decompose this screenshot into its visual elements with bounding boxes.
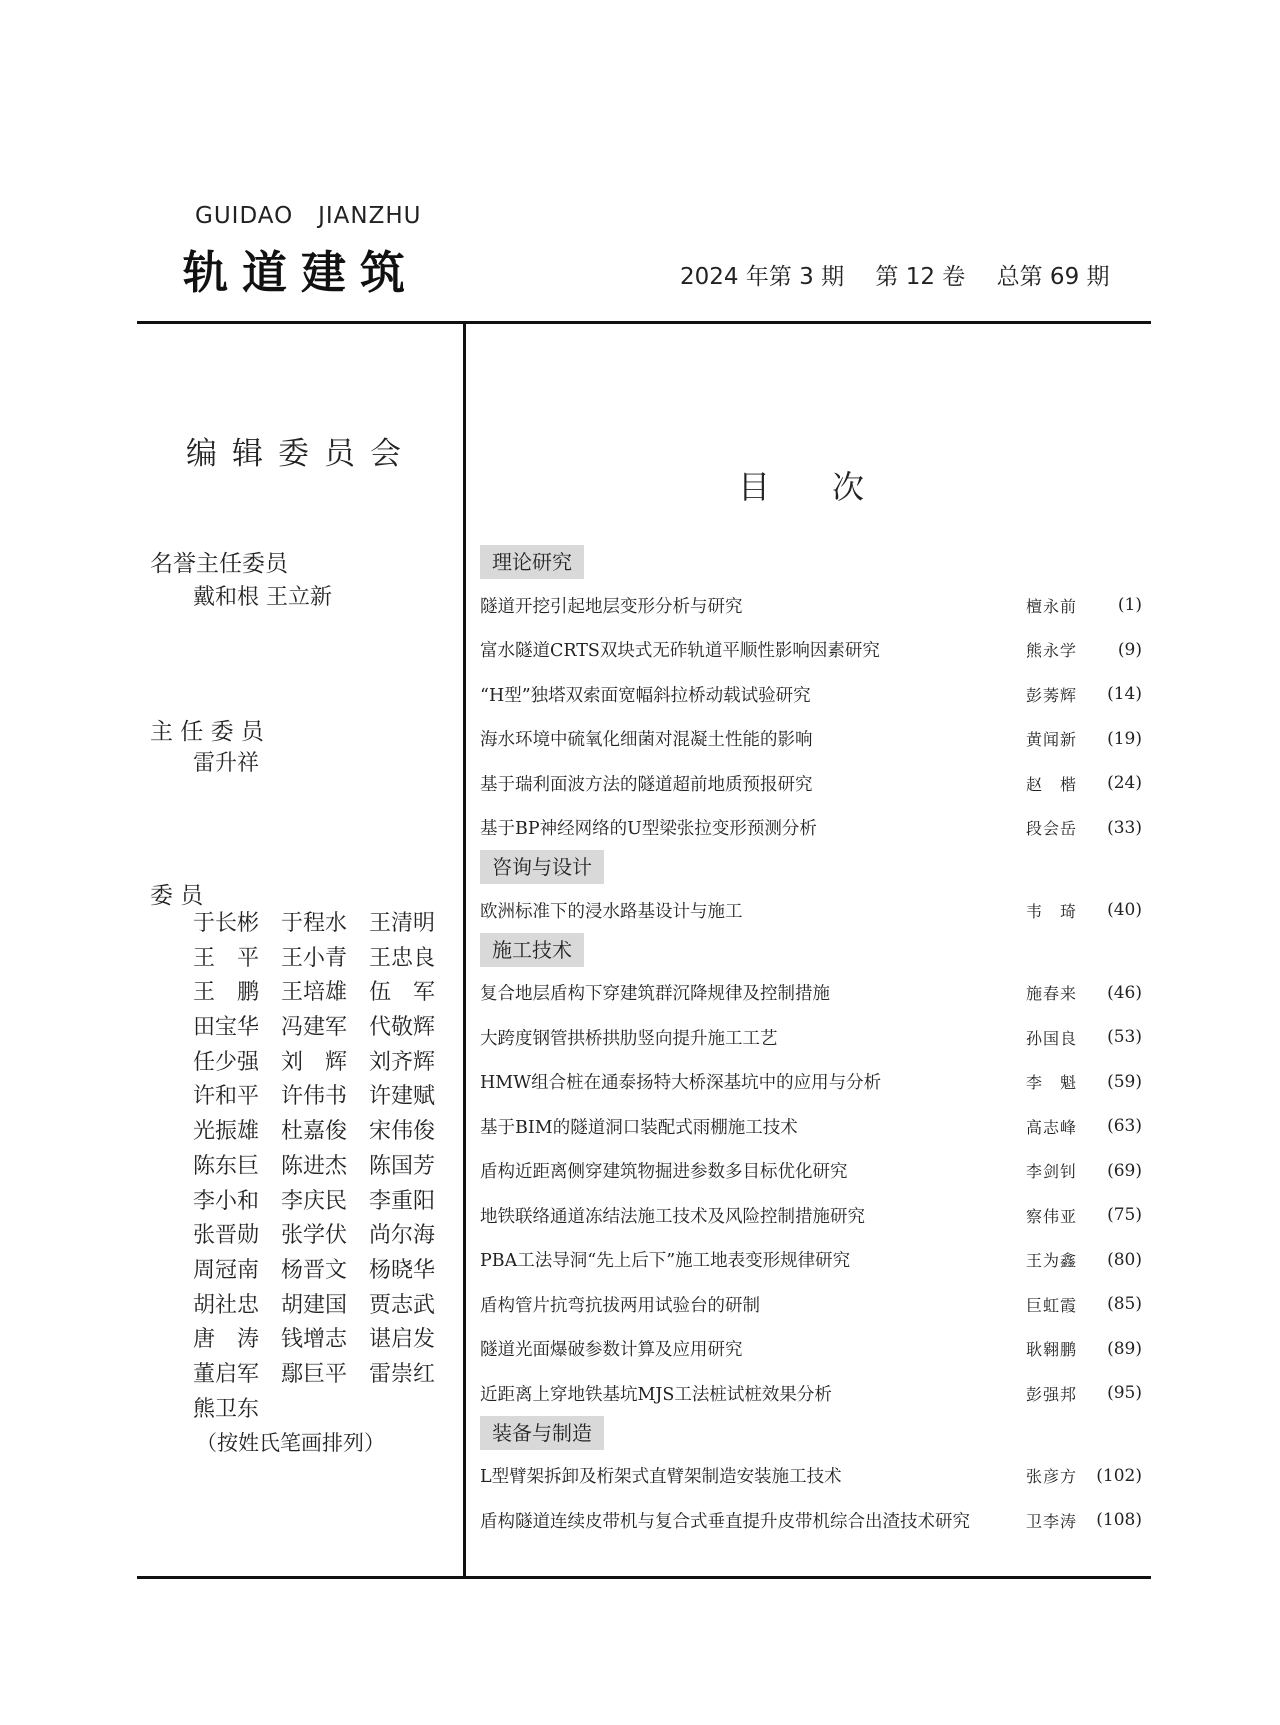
entry-title: 大跨度钢管拱桥拱肋竖向提升施工工艺 (480, 1028, 778, 1049)
entry-title: 隧道开挖引起地层变形分析与研究 (480, 596, 743, 617)
year-issue: 2024 年第 3 期 (680, 264, 845, 290)
member-name: 杜嘉俊 (281, 1119, 348, 1145)
entry-page: (85) (1107, 1294, 1142, 1315)
entry-page: (1) (1117, 595, 1142, 616)
toc-entry[interactable] (480, 628, 1142, 673)
entry-page: (19) (1107, 728, 1142, 749)
member-name: 张晋勋 (193, 1223, 260, 1249)
member-name: 谌启发 (369, 1327, 436, 1353)
entry-page: (33) (1107, 817, 1142, 838)
toc-entry[interactable] (480, 888, 1142, 933)
member-name: 刘齐辉 (369, 1049, 436, 1075)
member-name: 王 鹏 (193, 980, 260, 1006)
toc-entry[interactable] (480, 761, 1142, 806)
entry-title: 盾构近距离侧穿建筑物掘进参数多目标优化研究 (480, 1162, 848, 1183)
entry-title: HMW组合桩在通泰扬特大桥深基坑中的应用与分析 (480, 1073, 882, 1094)
member-name: 陈进杰 (281, 1153, 348, 1179)
member-name: 任少强 (193, 1049, 260, 1075)
entry-title: PBA工法导洞“先上后下”施工地表变形规律研究 (480, 1251, 851, 1272)
entry-page: (89) (1107, 1338, 1142, 1359)
toc-list (480, 545, 1142, 1543)
entry-title: 地铁联络通道冻结法施工技术及风险控制措施研究 (480, 1206, 865, 1227)
toc-entry[interactable] (480, 1015, 1142, 1060)
members-list (193, 906, 455, 1426)
toc-entry[interactable] (480, 971, 1142, 1016)
total-issue: 总第 69 期 (996, 264, 1110, 290)
toc-entry[interactable] (480, 717, 1142, 762)
toc-entry[interactable] (480, 1282, 1142, 1327)
entry-author: 彭强邦 (1026, 1384, 1078, 1404)
member-name: 尚尔海 (369, 1223, 436, 1249)
entry-author: 耿翱鹏 (1026, 1340, 1078, 1360)
entry-page: (40) (1107, 900, 1142, 921)
member-name: 陈东巨 (193, 1153, 260, 1179)
entry-title: 近距离上穿地铁基坑MJS工法桩试桩效果分析 (480, 1384, 832, 1405)
member-name: 王忠良 (369, 945, 436, 971)
member-name: 代敬辉 (369, 1015, 436, 1041)
honorary-names: 戴和根 王立新 (193, 585, 332, 610)
member-name: 胡建国 (281, 1292, 348, 1318)
honorary-label: 名誉主任委员 (150, 551, 288, 577)
entry-page: (102) (1096, 1465, 1142, 1486)
entry-title: 基于瑞利面波方法的隧道超前地质预报研究 (480, 774, 813, 795)
member-name: 许建赋 (369, 1084, 436, 1110)
entry-author: 张彦方 (1026, 1467, 1078, 1487)
toc-entry[interactable] (480, 1454, 1142, 1499)
entry-title: 隧道光面爆破参数计算及应用研究 (480, 1340, 743, 1361)
member-name: 雷崇红 (369, 1361, 436, 1387)
entry-title: L型臂架拆卸及桁架式直臂架制造安装施工技术 (480, 1467, 842, 1488)
member-name: 胡社忠 (193, 1292, 260, 1318)
entry-author: 李剑钊 (1026, 1162, 1078, 1182)
entry-title: 盾构管片抗弯抗拔两用试验台的研制 (480, 1295, 760, 1316)
bottom-rule (137, 1576, 1151, 1579)
entry-page: (53) (1107, 1027, 1142, 1048)
toc-entry[interactable] (480, 583, 1142, 628)
entry-page: (80) (1107, 1249, 1142, 1270)
member-name: 杨晓华 (369, 1257, 436, 1283)
entry-author: 韦 琦 (1026, 901, 1078, 921)
member-name: 冯建军 (281, 1015, 348, 1041)
section-label: 理论研究 (480, 545, 584, 579)
column-divider (463, 321, 466, 1579)
journal-pinyin: GUIDAO JIANZHU (195, 203, 422, 229)
entry-page: (9) (1117, 639, 1142, 660)
toc-entry[interactable] (480, 672, 1142, 717)
member-name: 周冠南 (193, 1257, 260, 1283)
toc-entry[interactable] (480, 1149, 1142, 1194)
entry-title: 基于BP神经网络的U型梁张拉变形预测分析 (480, 819, 817, 840)
entry-page: (14) (1107, 684, 1142, 705)
member-name: 王培雄 (281, 980, 348, 1006)
member-name: 李小和 (193, 1188, 260, 1214)
member-name: 刘 辉 (281, 1049, 348, 1075)
toc-section-header (480, 545, 1142, 583)
entry-title: “H型”独塔双索面宽幅斜拉桥动载试验研究 (480, 685, 811, 706)
member-name: 李重阳 (369, 1188, 436, 1214)
director-names: 雷升祥 (193, 751, 260, 776)
member-name: 王小青 (281, 945, 348, 971)
entry-author: 孙国良 (1026, 1028, 1078, 1048)
entry-author: 高志峰 (1026, 1117, 1078, 1137)
entry-author: 赵 楷 (1026, 774, 1078, 794)
entry-page: (24) (1107, 773, 1142, 794)
journal-title-logo: 轨道建筑 (183, 246, 420, 299)
member-name: 宋伟俊 (369, 1119, 436, 1145)
toc-entry[interactable] (480, 1327, 1142, 1372)
toc-entry[interactable] (480, 1060, 1142, 1105)
toc-entry[interactable] (480, 806, 1142, 851)
toc-section-header (480, 1416, 1142, 1454)
member-name: 许伟书 (281, 1084, 348, 1110)
toc-entry[interactable] (480, 1104, 1142, 1149)
member-name: 贾志武 (369, 1292, 436, 1318)
member-name: 钱增志 (281, 1327, 348, 1353)
member-name: 陈国芳 (369, 1153, 436, 1179)
member-name: 许和平 (193, 1084, 260, 1110)
entry-page: (63) (1107, 1116, 1142, 1137)
toc-entry[interactable] (480, 1238, 1142, 1283)
toc-title: 目次 (738, 468, 927, 506)
member-name: 鄢巨平 (281, 1361, 348, 1387)
entry-author: 檀永前 (1026, 596, 1078, 616)
entry-page: (95) (1107, 1383, 1142, 1404)
entry-author: 施春来 (1026, 984, 1078, 1004)
entry-title: 欧洲标准下的浸水路基设计与施工 (480, 901, 743, 922)
member-name: 张学伏 (281, 1223, 348, 1249)
entry-author: 王为鑫 (1026, 1251, 1078, 1271)
member-name: 田宝华 (193, 1015, 260, 1041)
issue-info (680, 258, 1110, 291)
members-label: 委 员 (150, 883, 204, 909)
director-label: 主 任 委 员 (150, 719, 264, 745)
entry-title: 富水隧道CRTS双块式无砟轨道平顺性影响因素研究 (480, 641, 880, 662)
entry-title: 复合地层盾构下穿建筑群沉降规律及控制措施 (480, 984, 830, 1005)
entry-page: (69) (1107, 1160, 1142, 1181)
entry-author: 察伟亚 (1026, 1206, 1078, 1226)
toc-section-header (480, 850, 1142, 888)
member-name: 熊卫东 (193, 1396, 260, 1422)
member-name: 杨晋文 (281, 1257, 348, 1283)
member-name: 王清明 (369, 911, 436, 936)
entry-author: 段会岳 (1026, 819, 1078, 839)
member-name: 王 平 (193, 945, 260, 971)
member-name: 光振雄 (193, 1119, 260, 1145)
board-title: 编辑委员会 (186, 436, 416, 472)
entry-page: (46) (1107, 982, 1142, 1003)
member-name: 唐 涛 (193, 1327, 260, 1353)
toc-entry[interactable] (480, 1498, 1142, 1543)
entry-author: 李 魁 (1026, 1073, 1078, 1093)
volume: 第 12 卷 (875, 264, 966, 290)
section-label: 装备与制造 (480, 1416, 604, 1450)
entry-author: 彭莠辉 (1026, 685, 1078, 705)
toc-section-header (480, 933, 1142, 971)
entry-page: (59) (1107, 1071, 1142, 1092)
entry-title: 海水环境中硫氧化细菌对混凝土性能的影响 (480, 730, 813, 751)
top-rule (137, 321, 1151, 324)
section-label: 施工技术 (480, 933, 584, 967)
entry-author: 黄闻新 (1026, 730, 1078, 750)
member-name: 伍 军 (369, 980, 436, 1006)
entry-page: (75) (1107, 1205, 1142, 1226)
section-label: 咨询与设计 (480, 850, 604, 884)
member-name: 于程水 (281, 911, 348, 936)
entry-title: 盾构隧道连续皮带机与复合式垂直提升皮带机综合出渣技术研究 (480, 1511, 970, 1532)
entry-author: 卫李涛 (1026, 1511, 1078, 1531)
entry-author: 巨虹霞 (1026, 1295, 1078, 1315)
entry-title: 基于BIM的隧道洞口装配式雨棚施工技术 (480, 1117, 798, 1138)
member-name: 于长彬 (193, 911, 260, 936)
entry-author: 熊永学 (1026, 641, 1078, 661)
toc-entry[interactable] (480, 1371, 1142, 1416)
member-name: 董启军 (193, 1361, 260, 1387)
member-name: 李庆民 (281, 1188, 348, 1214)
toc-entry[interactable] (480, 1193, 1142, 1238)
members-note: （按姓氏笔画排列） (196, 1431, 385, 1455)
entry-page: (108) (1096, 1510, 1142, 1531)
